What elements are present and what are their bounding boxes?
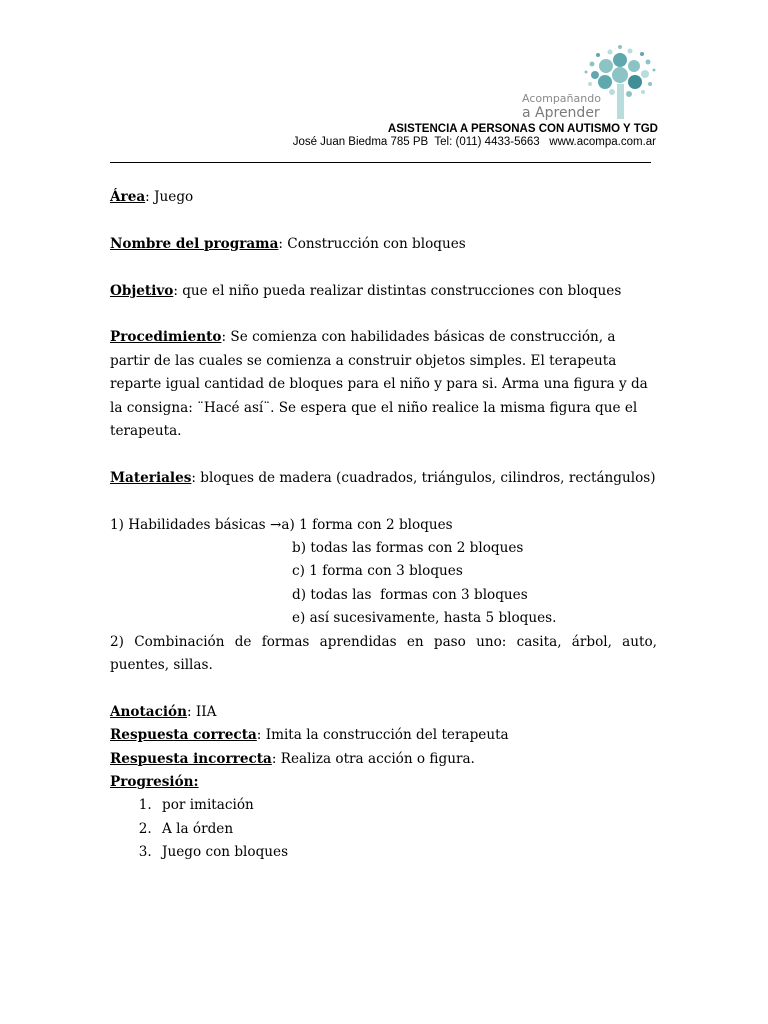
step1-item-a: a) 1 forma con 2 bloques	[281, 516, 453, 533]
procedimiento-label: Procedimiento	[110, 329, 222, 346]
step1-item-e: e) así sucesivamente, hasta 5 bloques.	[292, 610, 557, 627]
field-anotacion	[110, 701, 657, 724]
document-body	[110, 186, 657, 865]
objetivo-label: Objetivo	[110, 282, 174, 299]
contact-info: José Juan Biedma 785 PB Tel: (011) 4433-5663 www.acompa.com.ar	[292, 136, 656, 148]
list-item: 1. por imitación	[156, 794, 657, 817]
step1-prefix: 1) Habilidades básicas	[110, 516, 270, 533]
anotacion-value: : IIA	[186, 703, 217, 720]
list-item: 3. Juego con bloques	[156, 841, 657, 864]
field-respuesta-incorrecta	[110, 748, 657, 771]
step1-item-b: b) todas las formas con 2 bloques	[292, 540, 524, 557]
area-label: Área	[110, 189, 146, 205]
field-objetivo	[110, 280, 657, 303]
field-area	[110, 186, 657, 209]
logo-text-line2: a Aprender	[522, 105, 600, 121]
field-respuesta-correcta	[110, 724, 657, 747]
step1-line	[110, 514, 657, 537]
field-procedimiento	[110, 326, 657, 443]
field-materiales	[110, 467, 657, 490]
field-progresion	[110, 771, 657, 794]
progresion-list	[110, 794, 657, 864]
respuesta-correcta-value: : Imita la construcción del terapeuta	[256, 727, 509, 744]
area-value: : Juego	[145, 189, 194, 205]
step1-item-d: d) todas las formas con 3 bloques	[292, 586, 528, 603]
respuesta-correcta-label: Respuesta correcta	[110, 727, 257, 744]
materiales-label: Materiales	[110, 469, 192, 486]
respuesta-incorrecta-label: Respuesta incorrecta	[110, 750, 272, 767]
header-divider	[110, 162, 651, 163]
nombre-label: Nombre del programa	[110, 235, 279, 252]
list-item: 2. A la órden	[156, 818, 657, 841]
organization-name: ASISTENCIA A PERSONAS CON AUTISMO Y TGD	[387, 123, 658, 135]
field-nombre	[110, 233, 657, 256]
procedimiento-value: : Se comienza con habilidades básicas de construcción, a partir de las cuales se comienza a construir objetos simples. El terapeuta reparte igual cantidad de bloques para el niño y para si. Arma una figura y da la consigna: ¨Hacé así¨. Se espera que el niño realice la misma figura que el terapeuta.	[110, 329, 648, 440]
step2-line: 2) Combinación de formas aprendidas en paso uno: casita, árbol, auto, puentes, sillas.	[110, 633, 657, 674]
respuesta-incorrecta-value: : Realiza otra acción o figura.	[271, 750, 475, 767]
step1-item-c: c) 1 forma con 3 bloques	[292, 563, 463, 580]
materiales-value: : bloques de madera (cuadrados, triángulos, cilindros, rectángulos)	[191, 469, 656, 486]
arrow-right-icon: →	[269, 516, 282, 533]
anotacion-label: Anotación	[110, 703, 187, 720]
objetivo-value: : que el niño pueda realizar distintas construcciones con bloques	[173, 282, 622, 299]
nombre-value: : Construcción con bloques	[278, 235, 466, 252]
logo-text-line1: Acompañando	[522, 92, 601, 105]
progresion-label: Progresión:	[110, 774, 199, 791]
